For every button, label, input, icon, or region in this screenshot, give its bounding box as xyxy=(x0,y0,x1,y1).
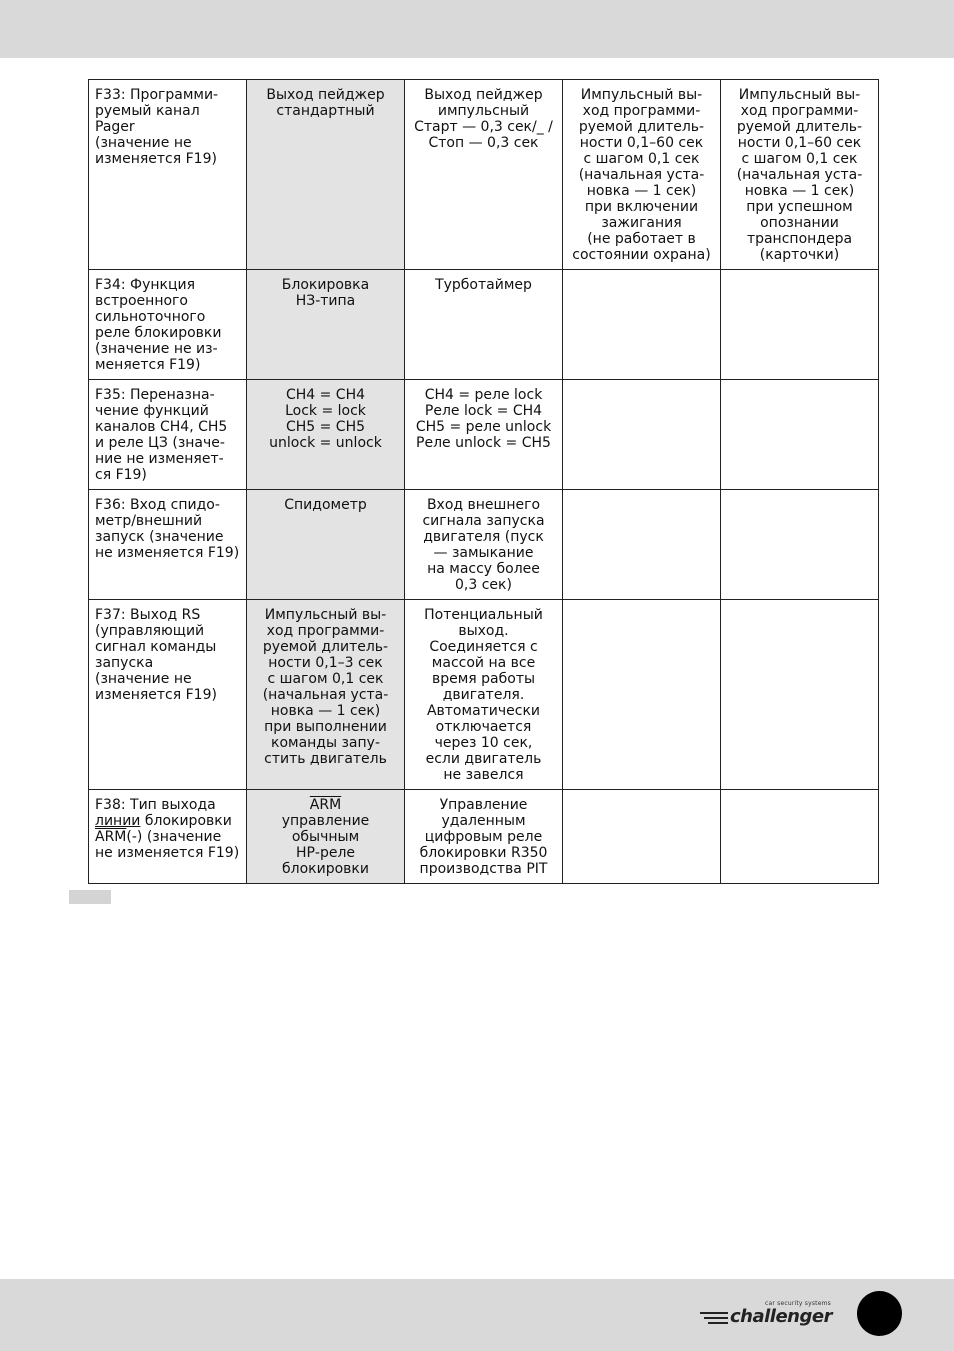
logo-lines-icon xyxy=(700,1310,730,1324)
option-cell: Спидометр xyxy=(247,490,405,600)
option-cell: Импульсный вы- ход программи- руемой длитель- ности 0,1–60 сек с шагом 0,1 сек (начальная уста- новка — 1 сек) при включении зажигания (не работает в состоянии охрана) xyxy=(563,80,721,270)
option-cell: CH4 = реле lock Реле lock = CH4 CH5 = реле unlock Реле unlock = CH5 xyxy=(405,380,563,490)
option-cell: Импульсный вы- ход программи- руемой длитель- ности 0,1–3 сек с шагом 0,1 сек (начальная уста- новка — 1 сек) при выполнении команды запу- стить двигатель xyxy=(247,600,405,790)
challenger-logo xyxy=(700,1300,835,1330)
option-cell xyxy=(563,790,721,884)
f38-label-line4: не изменяется F19) xyxy=(95,845,240,861)
option-cell: Выход пейджер импульсный Старт — 0,3 сек/_ / Стоп — 0,3 сек xyxy=(405,80,563,270)
function-label: F37: Выход RS (управляющий сигнал команды запуска (значение не изменяется F19) xyxy=(89,600,247,790)
option-cell: Блокировка НЗ-типа xyxy=(247,270,405,380)
header-band xyxy=(0,0,954,58)
option-cell xyxy=(563,380,721,490)
option-cell xyxy=(721,600,879,790)
option-cell xyxy=(721,380,879,490)
table-row xyxy=(89,80,879,270)
option-cell xyxy=(721,270,879,380)
option-cell xyxy=(247,790,405,884)
f38-label-line1: F38: Тип выхода xyxy=(95,797,216,813)
table-row xyxy=(89,380,879,490)
option-cell: Потенциальный выход. Соединяется с массой на все время работы двигателя. Автоматически отключается через 10 сек, если двигатель не завелся xyxy=(405,600,563,790)
arm-overlined: $\overline{ARM}$ xyxy=(309,797,342,813)
f38-label-line2: блокировки xyxy=(140,813,232,829)
table-row xyxy=(89,600,879,790)
section-marker xyxy=(69,890,111,904)
page-number-badge xyxy=(857,1291,902,1336)
table-row xyxy=(89,270,879,380)
option-cell: Вход внешнего сигнала запуска двигателя (пуск — замыкание на массу более 0,3 сек) xyxy=(405,490,563,600)
f38-label-line3: (-) (значение xyxy=(126,829,222,845)
option-cell xyxy=(721,490,879,600)
option-cell xyxy=(721,790,879,884)
function-label: F35: Переназна- чение функций каналов CH4, CH5 и реле ЦЗ (значе- ние не изменяет- ся F19) xyxy=(89,380,247,490)
option-cell: Импульсный вы- ход программи- руемой длитель- ности 0,1–60 сек с шагом 0,1 сек (начальная уста- новка — 1 сек) при успешном опознании транспондера (карточки) xyxy=(721,80,879,270)
parameters-table xyxy=(88,79,879,884)
logo-tagline: car security systems xyxy=(764,1300,831,1307)
option-cell xyxy=(563,270,721,380)
option-cell: Выход пейджер стандартный xyxy=(247,80,405,270)
option-text: управление обычным НР-реле блокировки xyxy=(281,813,370,877)
table-row xyxy=(89,790,879,884)
logo-text: challenger xyxy=(730,1306,832,1327)
table-row xyxy=(89,490,879,600)
function-label xyxy=(89,790,247,884)
function-label: F33: Программи- руемый канал Pager (значение не изменяется F19) xyxy=(89,80,247,270)
option-cell xyxy=(563,490,721,600)
f38-label-underlined: линии xyxy=(95,813,141,829)
option-cell xyxy=(563,600,721,790)
option-cell: Управление удаленным цифровым реле блокировки R350 производства PIT xyxy=(405,790,563,884)
f38-label-overlined: $\overline{ARM}$ xyxy=(95,829,127,845)
option-cell: Турботаймер xyxy=(405,270,563,380)
function-label: F34: Функция встроенного сильноточного реле блокировки (значение не из- меняется F19) xyxy=(89,270,247,380)
function-label: F36: Вход спидо- метр/внешний запуск (значение не изменяется F19) xyxy=(89,490,247,600)
option-cell: CH4 = CH4 Lock = lock CH5 = CH5 unlock = unlock xyxy=(247,380,405,490)
